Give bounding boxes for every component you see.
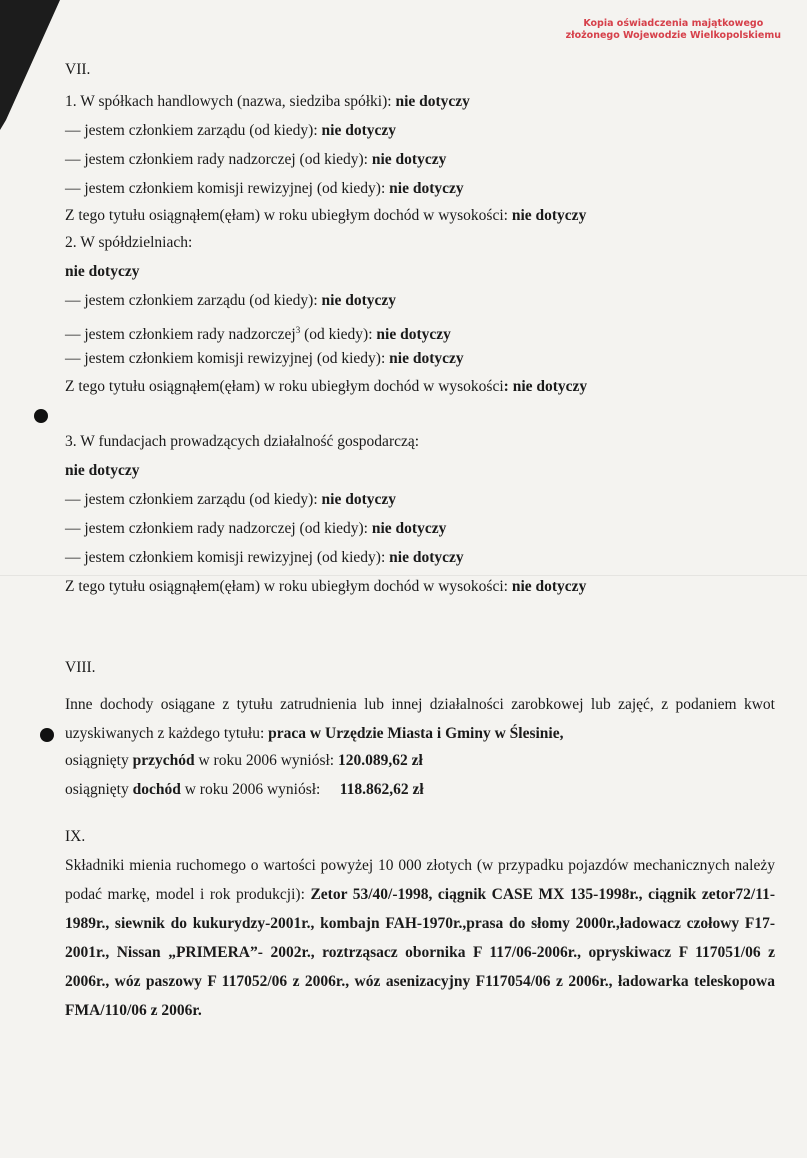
folded-corner bbox=[0, 0, 60, 140]
s7-item1-row-2: — jestem członkiem rady nadzorczej (od kiedy): nie dotyczy bbox=[65, 151, 447, 168]
s7-item3-income: Z tego tytułu osiągnąłem(ęłam) w roku ubiegłym dochód w wysokości: nie dotyczy bbox=[65, 578, 587, 595]
s7-item3-title: 3. W fundacjach prowadzących działalność gospodarczą: bbox=[65, 433, 420, 450]
s7-item1-title: 1. W spółkach handlowych (nazwa, siedziba spółki): nie dotyczy bbox=[65, 93, 470, 110]
stamp-line-1: Kopia oświadczenia majątkowego bbox=[583, 18, 764, 29]
s8-intro-value: praca w Urzędzie Miasta i Gminy w Ślesinie, bbox=[268, 725, 564, 742]
punch-hole bbox=[34, 409, 48, 423]
s7-item3-title-value: nie dotyczy bbox=[65, 462, 140, 479]
red-stamp bbox=[566, 18, 781, 42]
section-9-heading: IX. bbox=[65, 828, 86, 845]
s7-item2-income: Z tego tytułu osiągnąłem(ęłam) w roku ubiegłym dochód w wysokości: nie dotyczy bbox=[65, 378, 588, 395]
stamp-line-2: złożonego Wojewodzie Wielkopolskiemu bbox=[565, 30, 781, 41]
fold-line bbox=[0, 575, 807, 576]
s9-items: Zetor 53/40/-1998, ciągnik CASE MX 135-1998r., ciągnik zetor72/11-1989r., siewnik do kukurydzy-2001r., kombajn FAH-1970r.,prasa do słomy 2000r.,ładowacz czołowy F17-2001r., Nissan „PRIMERA”- 2002r., roztrząsacz obornika F 117/06-2006r., opryskiwacz F 117051/06 z 2006r., wóz paszowy F 117052/06 z 2006r., wóz asenizacyjny F117054/06 z 2006r., ładowarka teleskopowa FMA/110/06 z 2006r. bbox=[65, 886, 776, 1019]
s7-item1-title-value: nie dotyczy bbox=[395, 93, 470, 110]
s8-revenue: osiągnięty przychód w roku 2006 wyniósł: 120.089,62 zł bbox=[65, 752, 423, 769]
s7-item2-row-2: — jestem członkiem rady nadzorczej$^3$ (od kiedy): nie dotyczy bbox=[65, 325, 451, 344]
s9-intro: Składniki mienia ruchomego o wartości powyżej 10 000 złotych (w przypadku pojazdów mechanicznych należy podać markę, model i rok produkcji): Zetor 53/40/-1998, ciągnik CASE MX 135-1998r., ciągnik zetor72/11-1989r., siewnik do kukurydzy-2001r., kombajn FAH-1970r.,prasa do słomy 2000r.,ładowacz czołowy F17-2001r., Nissan „PRIMERA”- 2002r., roztrząsacz obornika F 117/06-2006r., opryskiwacz F 117051/06 z 2006r., wóz paszowy F 117052/06 z 2006r., wóz asenizacyjny F117054/06 z 2006r., ładowarka teleskopowa FMA/110/06 z 2006r. bbox=[65, 857, 776, 1019]
s7-item2-title-value: nie dotyczy bbox=[65, 263, 140, 280]
s7-item2-title: 2. W spółdzielniach: bbox=[65, 234, 193, 251]
s7-item1-income: Z tego tytułu osiągnąłem(ęłam) w roku ubiegłym dochód w wysokości: nie dotyczy bbox=[65, 207, 587, 224]
s7-item2-row-1: — jestem członkiem zarządu (od kiedy): nie dotyczy bbox=[65, 292, 396, 309]
punch-hole bbox=[40, 728, 54, 742]
s7-item3-row-2: — jestem członkiem rady nadzorczej (od kiedy): nie dotyczy bbox=[65, 520, 447, 537]
s7-item1-row-1: — jestem członkiem zarządu (od kiedy): nie dotyczy bbox=[65, 122, 396, 139]
s7-item1-row-3: — jestem członkiem komisji rewizyjnej (od kiedy): nie dotyczy bbox=[65, 180, 464, 197]
s8-income: osiągnięty dochód w roku 2006 wyniósł: 118.862,62 zł bbox=[65, 781, 424, 798]
section-7-heading: VII. bbox=[65, 61, 91, 78]
s7-item2-row-3: — jestem członkiem komisji rewizyjnej (od kiedy): nie dotyczy bbox=[65, 350, 464, 367]
section-8-heading: VIII. bbox=[65, 659, 96, 676]
s8-intro: Inne dochody osiągane z tytułu zatrudnienia lub innej działalności zarobkowej lub zajęć, z podaniem kwot uzyskiwanych z każdego tytułu: praca w Urzędzie Miasta i Gminy w Ślesinie, bbox=[65, 696, 775, 742]
s7-item3-row-1: — jestem członkiem zarządu (od kiedy): nie dotyczy bbox=[65, 491, 396, 508]
s7-item3-row-3: — jestem członkiem komisji rewizyjnej (od kiedy): nie dotyczy bbox=[65, 549, 464, 566]
